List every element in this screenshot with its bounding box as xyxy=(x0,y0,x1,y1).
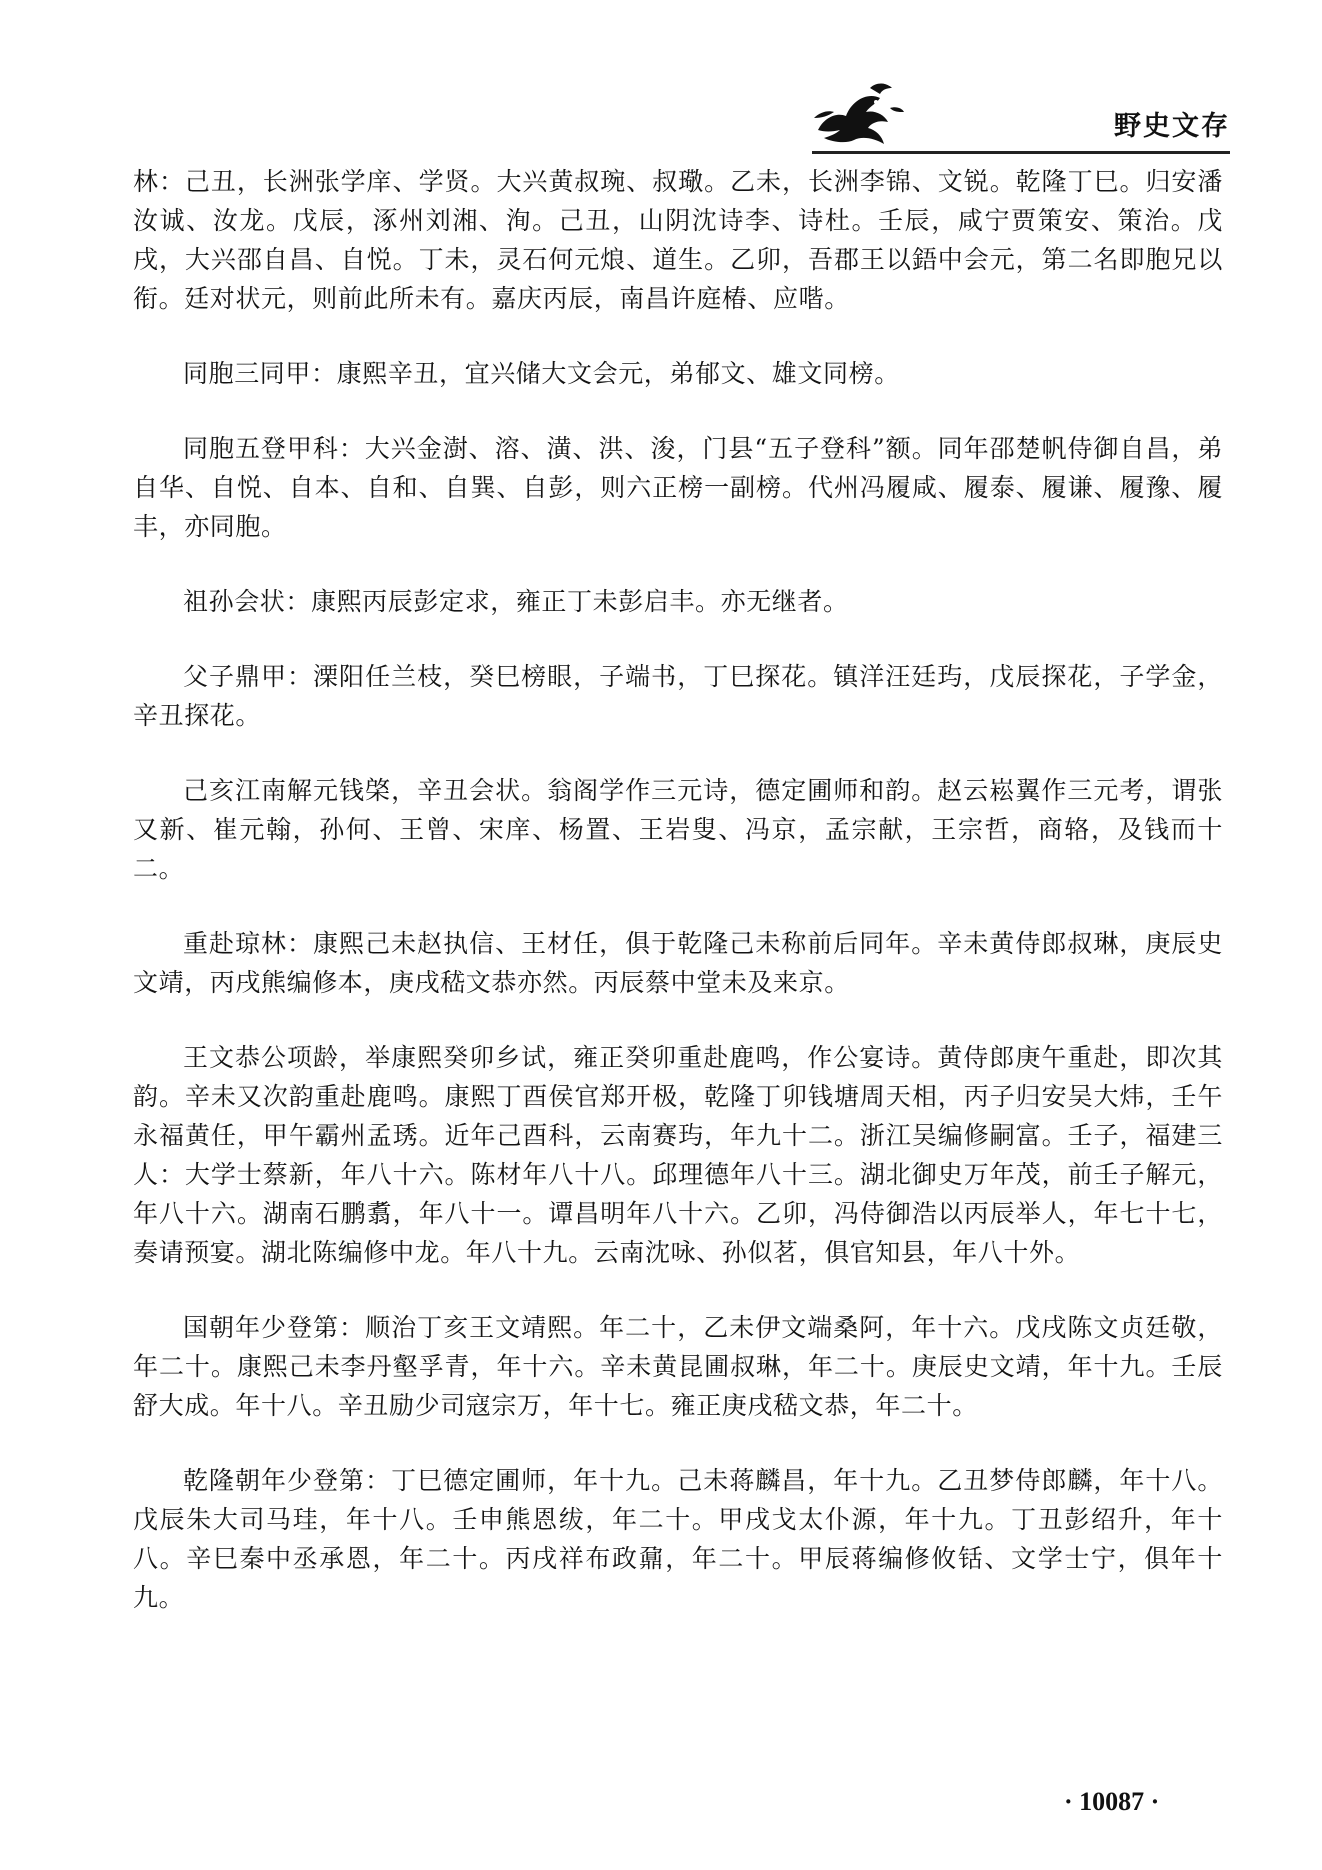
paragraph: 重赴琼林：康熙己未赵执信、王材任，俱于乾隆己未称前后同年。辛未黄侍郎叔琳，庚辰史文靖，丙戌熊编修本，庚戌嵇文恭亦然。丙辰蔡中堂未及来京。 xyxy=(133,929,1223,997)
main-text xyxy=(133,162,1223,1653)
paragraph: 祖孙会状：康熙丙辰彭定求，雍正丁未彭启丰。亦无继者。 xyxy=(183,587,849,616)
header-rule xyxy=(812,151,1230,154)
paragraph: 乾隆朝年少登第：丁巳德定圃师，年十九。己未蒋麟昌，年十九。乙丑梦侍郎麟，年十八。戊辰朱大司马珪，年十八。壬申熊恩绂，年二十。甲戌戈太仆源，年十九。丁丑彭绍升，年十八。辛巳秦中丞承恩，年二十。丙戌祥布政鼐，年二十。甲辰蒋编修攸铦、文学士宁，俱年十九。 xyxy=(133,1466,1223,1612)
running-header xyxy=(810,78,1230,158)
paragraph: 父子鼎甲：溧阳任兰枝，癸巳榜眼，子端书，丁巳探花。镇洋汪廷玙，戊辰探花，子学金，辛丑探花。 xyxy=(133,662,1223,730)
dragon-emblem-icon xyxy=(810,78,905,150)
paragraph: 同胞三同甲：康熙辛丑，宜兴储大文会元，弟郁文、雄文同榜。 xyxy=(183,359,900,388)
paragraph: 王文恭公项龄，举康熙癸卯乡试，雍正癸卯重赴鹿鸣，作公宴诗。黄侍郎庚午重赴，即次其韵。辛未又次韵重赴鹿鸣。康熙丁酉侯官郑开极，乾隆丁卯钱塘周天相，丙子归安吴大炜，壬午永福黄任，甲午霸州孟琇。近年己酉科，云南赛玙，年九十二。浙江吴编修嗣富。壬子，福建三人：大学士蔡新，年八十六。陈材年八十八。邱理德年八十三。湖北御史万年茂，前壬子解元，年八十六。湖南石鹏翥，年八十一。谭昌明年八十六。乙卯，冯侍御浩以丙辰举人，年七十七，奏请预宴。湖北陈编修中龙。年八十九。云南沈咏、孙似茗，俱官知县，年八十外。 xyxy=(133,1043,1223,1267)
page-number: · 10087 · xyxy=(1064,1787,1160,1816)
paragraph: 林：己丑，长洲张学庠、学贤。大兴黄叔琬、叔璥。乙未，长洲李锦、文锐。乾隆丁巳。归安潘汝诚、汝龙。戊辰，涿州刘湘、洵。己丑，山阴沈诗李、诗杜。壬辰，咸宁贾策安、策治。戊戌，大兴邵自昌、自悦。丁未，灵石何元烺、道生。乙卯，吾郡王以鋙中会元，第二名即胞兄以衔。廷对状元，则前此所未有。嘉庆丙辰，南昌许庭椿、应喈。 xyxy=(133,167,1223,313)
paragraph: 同胞五登甲科：大兴金澍、溶、潢、洪、浚，门县“五子登科”额。同年邵楚帆侍御自昌，弟自华、自悦、自本、自和、自巽、自彭，则六正榜一副榜。代州冯履咸、履泰、履谦、履豫、履丰，亦同胞。 xyxy=(133,434,1223,541)
paragraph: 国朝年少登第：顺治丁亥王文靖熙。年二十，乙未伊文端桑阿，年十六。戊戌陈文贞廷敬，年二十。康熙己未李丹壑孚青，年十六。辛未黄昆圃叔琳，年二十。庚辰史文靖，年十九。壬辰舒大成。年十八。辛丑励少司寇宗万，年十七。雍正庚戌嵇文恭，年二十。 xyxy=(133,1313,1223,1420)
paragraph: 己亥江南解元钱棨，辛丑会状。翁阁学作三元诗，德定圃师和韵。赵云崧翼作三元考，谓张又新、崔元翰，孙何、王曾、宋庠、杨置、王岩叟、冯京，孟宗献，王宗哲，商辂，及钱而十二。 xyxy=(133,776,1223,883)
series-title: 野史文存 xyxy=(1114,111,1230,142)
